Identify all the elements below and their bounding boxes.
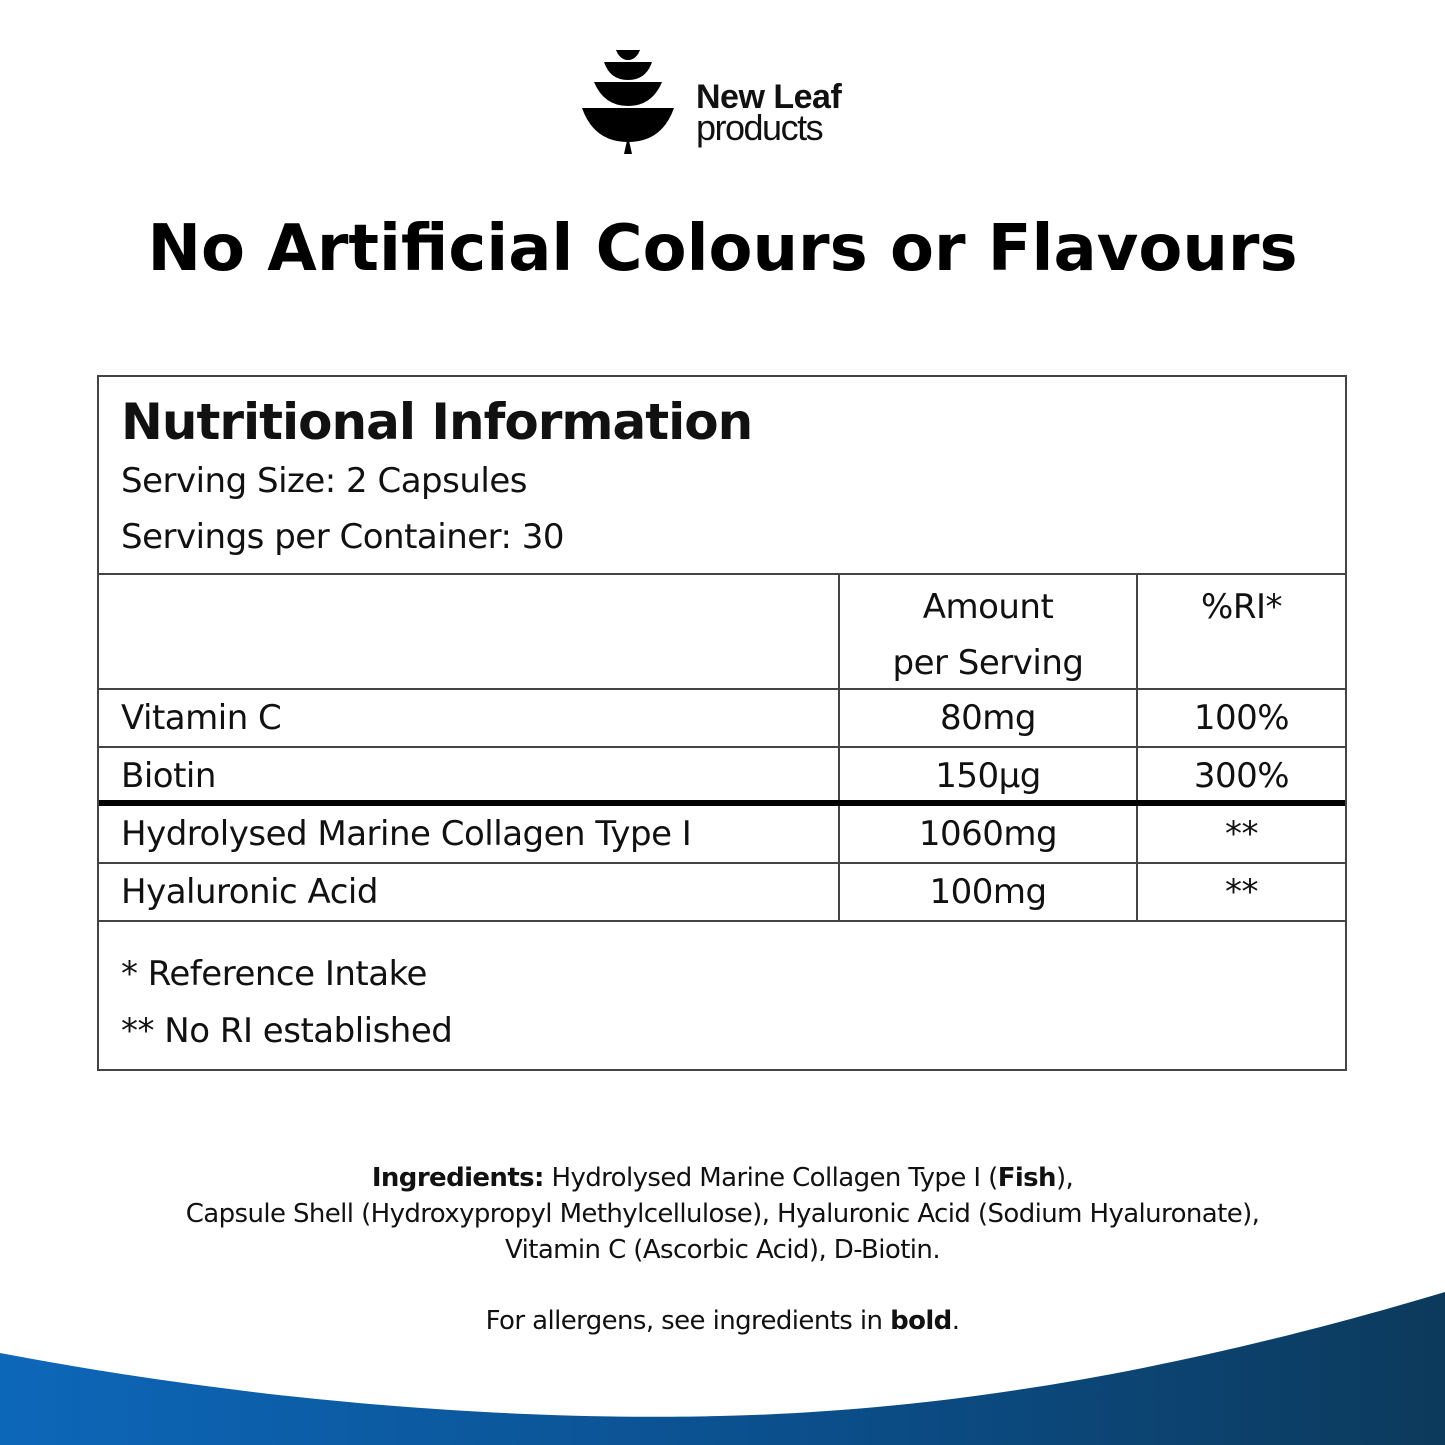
- brand-logo: [582, 50, 872, 160]
- table-row: [99, 806, 1345, 864]
- nutrient-amount: 80mg: [840, 690, 1138, 746]
- decorative-wave: [0, 1280, 1445, 1445]
- stacked-leaf-tiers-icon: [582, 50, 674, 158]
- nutrient-amount: 1060mg: [840, 806, 1138, 862]
- nutrient-ri: 300%: [1193, 756, 1290, 796]
- table-header-row: [99, 575, 1345, 690]
- header-amount-line2: per Serving: [892, 643, 1084, 683]
- nutrient-name: Vitamin C: [99, 690, 840, 746]
- ingredients-line-3: Vitamin C (Ascorbic Acid), D-Biotin.: [505, 1235, 940, 1265]
- footnote-no-ri: ** No RI established: [121, 1011, 453, 1051]
- nutrient-ri: 100%: [1193, 698, 1290, 738]
- table-row: [99, 690, 1345, 748]
- servings-per-container: Servings per Container: 30: [121, 517, 565, 557]
- allergen-fish: Fish: [997, 1163, 1056, 1193]
- header-amount: [840, 575, 1138, 688]
- brand-wordmark: [696, 80, 841, 146]
- brand-name: New Leaf: [696, 78, 842, 116]
- nutrient-amount: 150µg: [840, 748, 1138, 800]
- nutrition-panel: [97, 375, 1347, 1071]
- nutrition-title: Nutritional Information: [121, 393, 753, 451]
- ingredients-text-1-end: ),: [1055, 1163, 1074, 1193]
- table-row: [99, 748, 1345, 806]
- nutrition-header: [99, 377, 1345, 575]
- nutrient-amount: 100mg: [840, 864, 1138, 920]
- header-amount-line1: Amount: [922, 587, 1054, 627]
- table-row: [99, 864, 1345, 922]
- header-nutrient: [99, 575, 840, 688]
- allergen-note-bold: bold: [890, 1306, 952, 1336]
- nutrient-name: Hyaluronic Acid: [99, 864, 840, 920]
- ingredients-line-1: [0, 1160, 1445, 1196]
- serving-size: Serving Size: 2 Capsules: [121, 461, 527, 501]
- nutrient-ri: **: [1225, 872, 1258, 912]
- allergen-note-end: .: [951, 1306, 960, 1336]
- nutrient-name: Hydrolysed Marine Collagen Type I: [99, 806, 840, 862]
- allergen-note-text: For allergens, see ingredients in: [485, 1306, 891, 1336]
- header-ri: %RI*: [1201, 587, 1282, 627]
- nutrient-name: Biotin: [99, 748, 840, 800]
- ingredients-text-1: Hydrolysed Marine Collagen Type I (: [543, 1163, 998, 1193]
- ingredients-label: Ingredients:: [371, 1163, 544, 1193]
- ingredients-line-2: Capsule Shell (Hydroxypropyl Methylcellulose), Hyaluronic Acid (Sodium Hyaluronate),: [185, 1199, 1260, 1229]
- brand-tagline: products: [696, 107, 823, 148]
- footnotes: [99, 922, 1345, 1060]
- ingredients-text: [0, 1160, 1445, 1268]
- nutrient-ri: **: [1225, 814, 1258, 854]
- footnote-reference-intake: * Reference Intake: [121, 954, 427, 994]
- page-headline: No Artificial Colours or Flavours: [147, 212, 1298, 286]
